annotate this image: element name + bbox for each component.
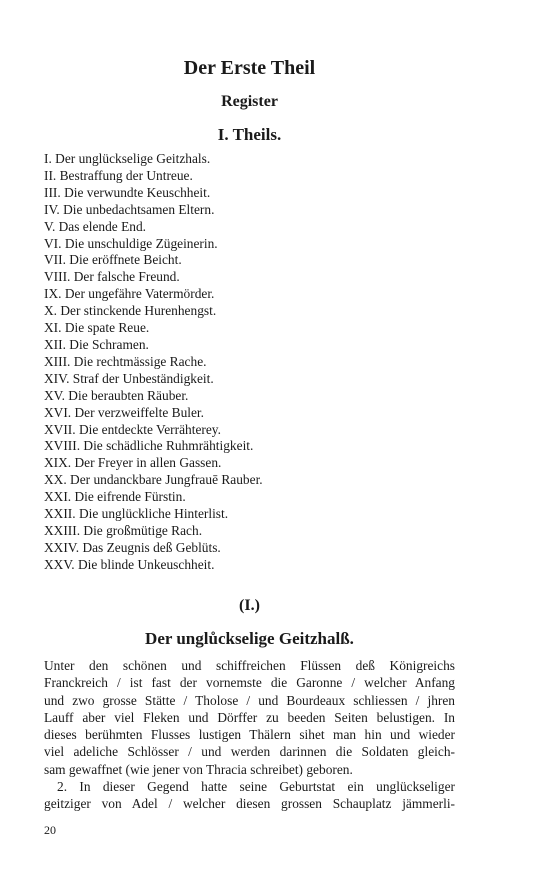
body-line: sam gewaffnet (wie jener von Thracia schreibet) geboren. xyxy=(44,761,353,777)
toc-item: XI. Die spate Reue. xyxy=(44,320,150,336)
body-line: und zwo grosse Stätte / Tholose / und Bourdeaux schliessen / jhren xyxy=(44,692,455,708)
toc-item: IV. Die unbedachtsamen Eltern. xyxy=(44,201,215,217)
toc-item: III. Die verwundte Keuschheit. xyxy=(44,184,211,200)
toc-item: XVI. Der verzweiffelte Buler. xyxy=(44,404,205,420)
chapter-number: (I.) xyxy=(239,597,260,614)
body-line: viel adeliche Schlösser / und werden darinnen die Soldaten gleich- xyxy=(44,744,455,760)
toc-item: XIV. Straf der Unbeständigkeit. xyxy=(44,370,214,386)
toc-item: I. Der unglückselige Geitzhals. xyxy=(44,151,211,166)
body-line: dieses berühmten Flusses lustigen Thälern sihet man hin und wieder xyxy=(44,727,455,743)
page-title: Der Erste Theil xyxy=(183,57,316,79)
toc-item: V. Das elende End. xyxy=(44,218,147,234)
toc-item: X. Der stinckende Hurenhengst. xyxy=(44,303,217,319)
toc-item: XXII. Die unglückliche Hinterlist. xyxy=(44,506,229,522)
chapter-title: Der unglůckselige Geitzhalß. xyxy=(145,629,354,648)
toc-item: VI. Die unschuldige Zügeinerin. xyxy=(44,235,218,251)
body-line: 2. In dieser Gegend hatte seine Geburtstat ein unglückseliger xyxy=(57,779,455,795)
part-heading: I. Theils. xyxy=(217,125,282,144)
body-line: Franckreich / ist fast der vornemste die Garonne / welcher Anfang xyxy=(44,675,455,691)
body-line: Lauff aber viel Fleken und Dörffer zu beeden Seiten belustigen. In xyxy=(44,709,455,725)
toc-item: II. Bestraffung der Untreue. xyxy=(44,167,193,183)
toc-item: XXI. Die eifrende Fürstin. xyxy=(44,489,186,505)
toc-item: VIII. Der falsche Freund. xyxy=(44,269,180,285)
body-line: Unter den schönen und schiffreichen Flüssen deß Königreichs xyxy=(44,658,455,673)
toc-item: XII. Die Schramen. xyxy=(44,336,149,352)
register-heading: Register xyxy=(221,93,278,110)
toc-item: XXIII. Die großmütige Rach. xyxy=(44,522,203,538)
toc-item: XIX. Der Freyer in allen Gassen. xyxy=(44,455,222,471)
table-of-contents xyxy=(44,151,263,574)
toc-item: VII. Die eröffnete Beicht. xyxy=(44,252,182,268)
toc-item: XXIV. Das Zeugnis deß Geblüts. xyxy=(44,539,221,555)
page-number: 20 xyxy=(44,823,56,837)
toc-item: XVII. Die entdeckte Verrähterey. xyxy=(44,421,221,437)
toc-item: IX. Der ungefähre Vatermörder. xyxy=(44,286,215,302)
chapter-body xyxy=(44,657,455,813)
toc-item: XXV. Die blinde Unkeuschheit. xyxy=(44,556,215,572)
toc-item: XX. Der undanckbare Jungfrauē Rauber. xyxy=(44,472,263,488)
body-line: geitziger von Adel / welcher diesen grossen Schauplatz jämmerli- xyxy=(44,796,455,812)
toc-item: XV. Die beraubten Räuber. xyxy=(44,387,189,403)
toc-item: XIII. Die rechtmässige Rache. xyxy=(44,353,207,369)
toc-item: XVIII. Die schädliche Ruhmrähtigkeit. xyxy=(44,438,254,454)
